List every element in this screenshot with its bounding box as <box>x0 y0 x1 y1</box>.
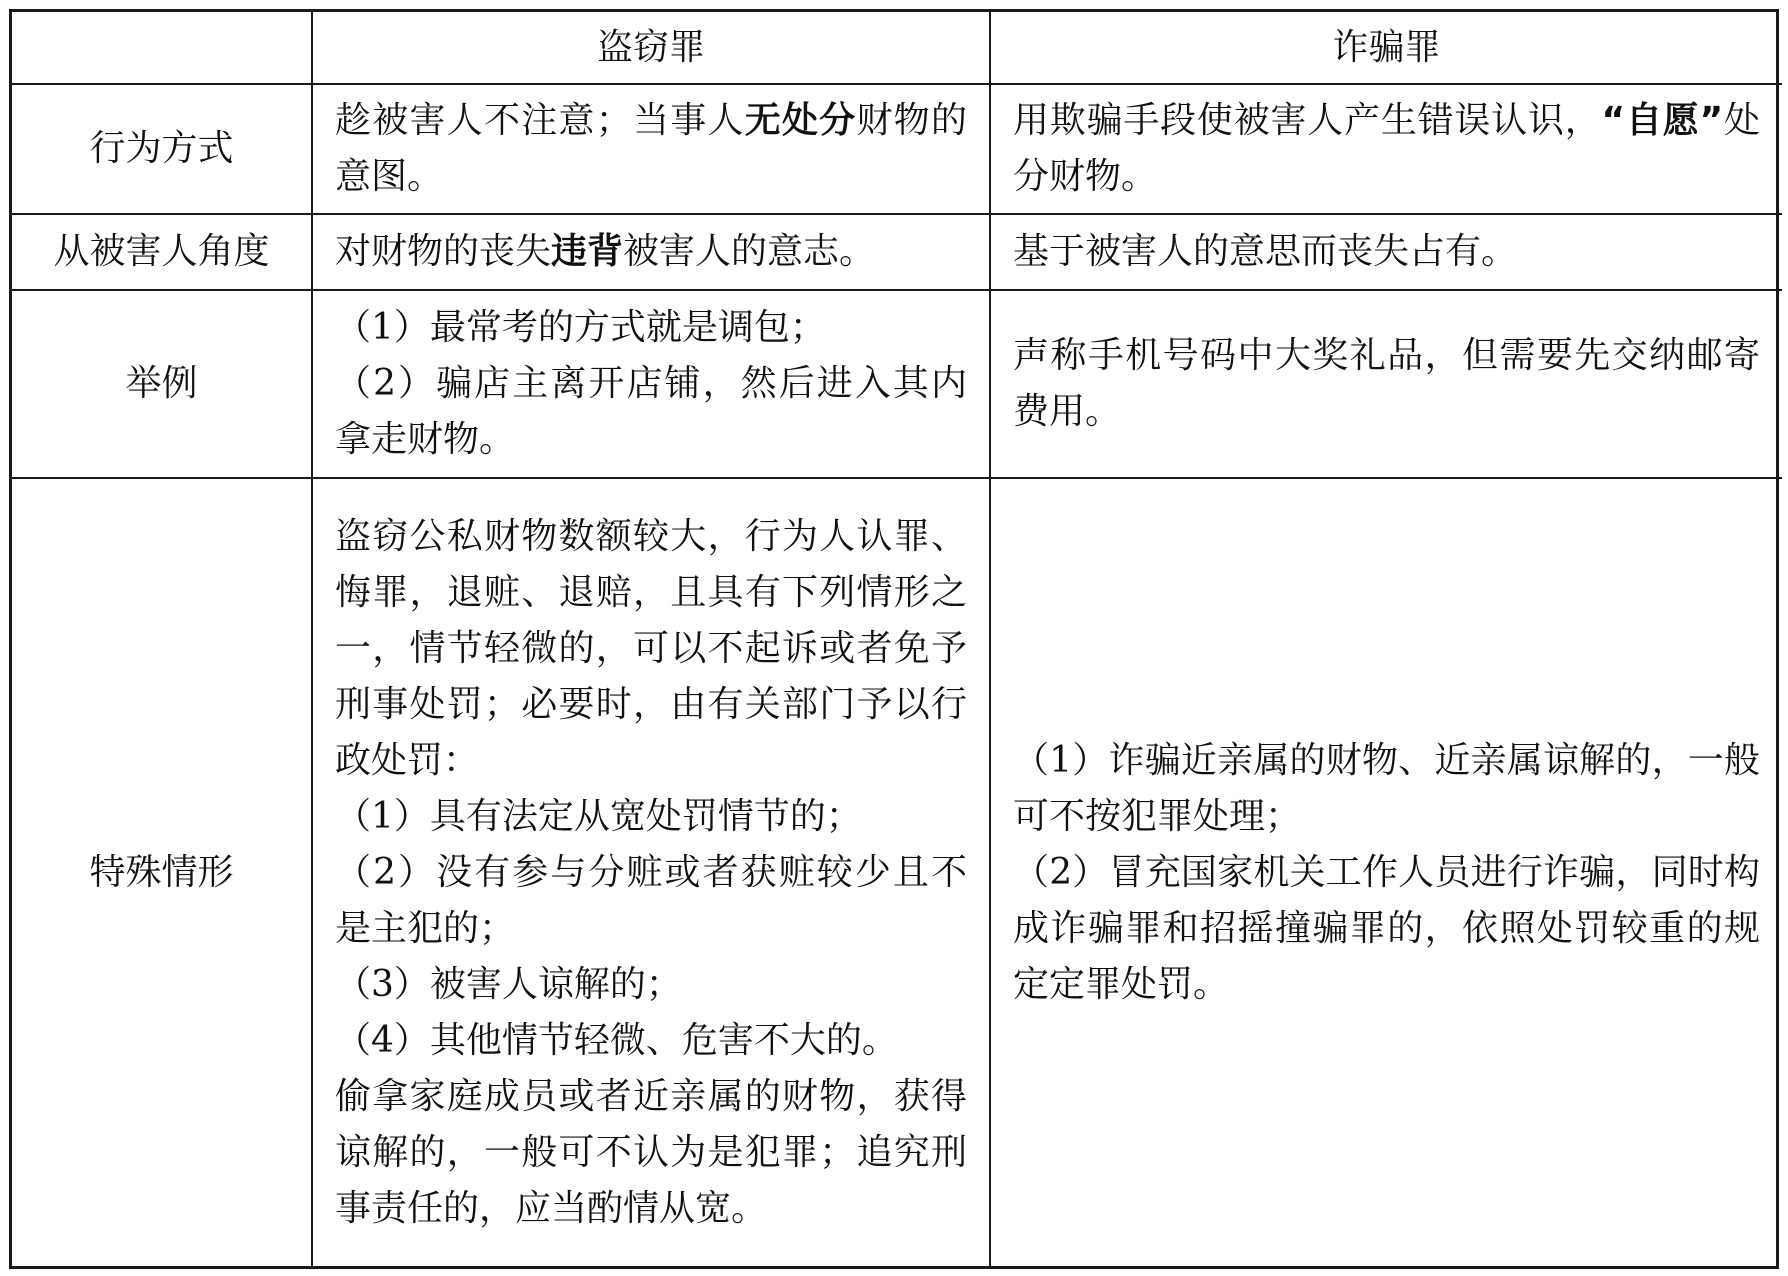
text-segment: 财物的意图。 <box>335 100 967 197</box>
header-row <box>12 12 1782 84</box>
list-item: （3）被害人谅解的； <box>335 963 682 1005</box>
text-segment: 处分财物。 <box>1013 100 1760 197</box>
cell-theft-example <box>312 290 990 478</box>
text-segment: 被害人的意志。 <box>623 231 876 272</box>
table-row <box>12 478 1782 1266</box>
cell-theft-special-cases <box>312 478 990 1266</box>
header-corner <box>12 12 312 84</box>
text-segment: 用欺骗手段使被害人产生错误认识， <box>1013 100 1602 141</box>
list-item: （1）诈骗近亲属的财物、近亲属谅解的，一般可不按犯罪处理； <box>1013 739 1760 837</box>
list-item: （4）其他情节轻微、危害不大的。 <box>335 1019 898 1061</box>
list-item: （2）没有参与分赃或者获赃较少且不是主犯的； <box>335 851 967 949</box>
comparison-table <box>12 12 1782 1266</box>
text-segment: 对财物的丧失 <box>335 231 552 272</box>
list-item: （1）最常考的方式就是调包； <box>335 307 826 348</box>
row-label-victim-perspective: 从被害人角度 <box>12 214 312 290</box>
header-fraud: 诈骗罪 <box>990 12 1782 84</box>
paragraph: 盗窃公私财物数额较大，行为人认罪、悔罪，退赃、退赔，且具有下列情形之一，情节轻微的，可以不起诉或者免予刑事处罚；必要时，由有关部门予以行政处罚： <box>335 515 967 781</box>
cell-fraud-behavior <box>990 84 1782 214</box>
list-item: （1）具有法定从宽处罚情节的； <box>335 795 862 837</box>
row-label-example: 举例 <box>12 290 312 478</box>
comparison-table-frame <box>9 9 1779 1269</box>
table-row <box>12 290 1782 478</box>
table-row <box>12 214 1782 290</box>
cell-fraud-victim-perspective: 基于被害人的意思而丧失占有。 <box>990 214 1782 290</box>
cell-theft-victim-perspective <box>312 214 990 290</box>
table-row <box>12 84 1782 214</box>
list-item: （2）冒充国家机关工作人员进行诈骗，同时构成诈骗罪和招摇撞骗罪的，依照处罚较重的规定定罪处罚。 <box>1013 851 1760 1005</box>
cell-fraud-special-cases <box>990 478 1782 1266</box>
paragraph: 偷拿家庭成员或者近亲属的财物，获得谅解的，一般可不认为是犯罪；追究刑事责任的，应当酌情从宽。 <box>335 1075 967 1229</box>
header-theft: 盗窃罪 <box>312 12 990 84</box>
row-label-behavior: 行为方式 <box>12 84 312 214</box>
bold-emphasis: 违背 <box>551 231 624 272</box>
cell-theft-behavior <box>312 84 990 214</box>
text-segment: 趁被害人不注意；当事人 <box>335 100 745 141</box>
cell-fraud-example: 声称手机号码中大奖礼品，但需要先交纳邮寄费用。 <box>990 290 1782 478</box>
bold-emphasis: 无处分 <box>744 100 857 141</box>
row-label-special-cases: 特殊情形 <box>12 478 312 1266</box>
bold-emphasis: “自愿” <box>1601 100 1724 141</box>
list-item: （2）骗店主离开店铺，然后进入其内拿走财物。 <box>335 363 967 460</box>
